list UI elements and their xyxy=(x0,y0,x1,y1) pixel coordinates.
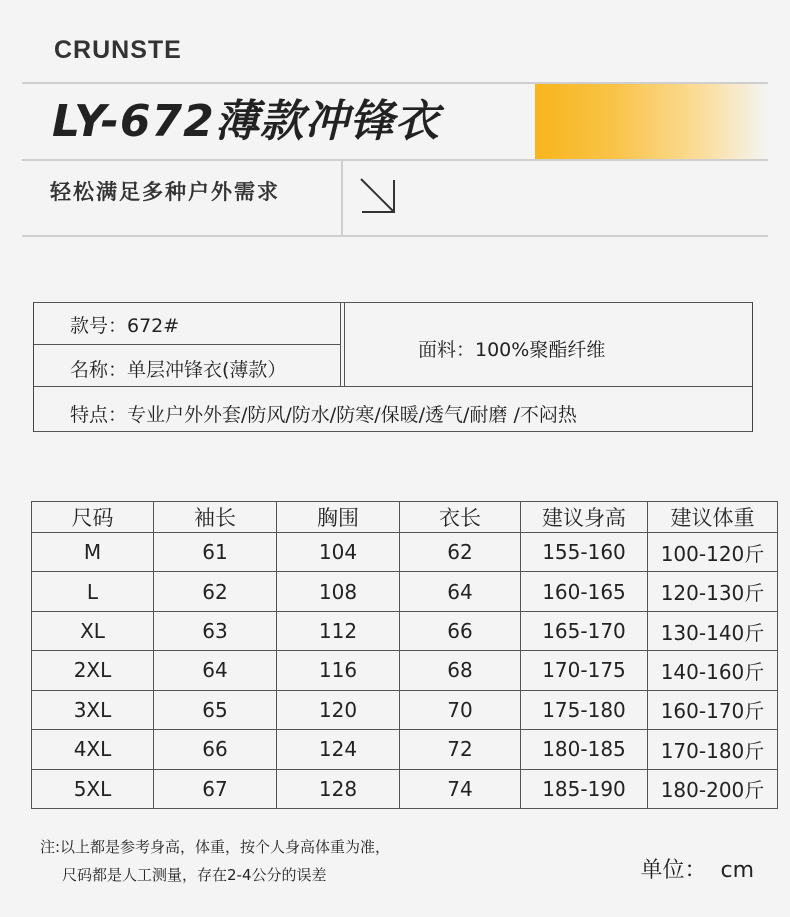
cell-length: 70 xyxy=(400,690,521,729)
cell-sleeve: 62 xyxy=(154,572,277,611)
cell-size: XL xyxy=(32,611,154,650)
header-weight: 建议体重 xyxy=(648,502,778,533)
cell-weight: 180-200斤 xyxy=(648,769,778,808)
cell-size: M xyxy=(32,533,154,572)
cell-sleeve: 67 xyxy=(154,769,277,808)
cell-height: 170-175 xyxy=(521,651,648,690)
title-accent-bar xyxy=(535,84,768,159)
cell-chest: 108 xyxy=(277,572,400,611)
cell-chest: 124 xyxy=(277,730,400,769)
cell-chest: 112 xyxy=(277,611,400,650)
fabric-info: 面料：100%聚酯纤维 xyxy=(418,339,606,361)
cell-chest: 128 xyxy=(277,769,400,808)
cell-weight: 100-120斤 xyxy=(648,533,778,572)
cell-weight: 170-180斤 xyxy=(648,730,778,769)
cell-size: 4XL xyxy=(32,730,154,769)
measurement-note-line2: 尺码都是人工测量，存在2-4公分的误差 xyxy=(62,866,327,884)
subtitle-divider xyxy=(341,161,343,235)
header-mid-rule xyxy=(22,159,768,161)
size-table-header-row xyxy=(32,502,778,533)
header-height: 建议身高 xyxy=(521,502,648,533)
table-row xyxy=(32,730,778,769)
table-row xyxy=(32,572,778,611)
cell-sleeve: 65 xyxy=(154,690,277,729)
cell-length: 72 xyxy=(400,730,521,769)
cell-sleeve: 66 xyxy=(154,730,277,769)
cell-height: 185-190 xyxy=(521,769,648,808)
cell-height: 180-185 xyxy=(521,730,648,769)
cell-length: 74 xyxy=(400,769,521,808)
table-row xyxy=(32,690,778,729)
cell-chest: 120 xyxy=(277,690,400,729)
model-number: 款号：672# xyxy=(70,315,180,337)
header-chest: 胸围 xyxy=(277,502,400,533)
cell-length: 64 xyxy=(400,572,521,611)
cell-height: 175-180 xyxy=(521,690,648,729)
cell-weight: 140-160斤 xyxy=(648,651,778,690)
product-title: LY-672薄款冲锋衣 xyxy=(52,96,440,147)
product-info-box xyxy=(33,302,753,432)
cell-weight: 160-170斤 xyxy=(648,690,778,729)
cell-size: 2XL xyxy=(32,651,154,690)
cell-length: 62 xyxy=(400,533,521,572)
header-length: 衣长 xyxy=(400,502,521,533)
size-table xyxy=(31,501,778,809)
cell-height: 155-160 xyxy=(521,533,648,572)
cell-length: 66 xyxy=(400,611,521,650)
cell-length: 68 xyxy=(400,651,521,690)
cell-weight: 120-130斤 xyxy=(648,572,778,611)
product-name: 名称：单层冲锋衣(薄款） xyxy=(70,359,287,381)
cell-sleeve: 64 xyxy=(154,651,277,690)
cell-height: 160-165 xyxy=(521,572,648,611)
features-info: 特点：专业户外外套/防风/防水/防寒/保暖/透气/耐磨 /不闷热 xyxy=(70,404,577,426)
cell-sleeve: 61 xyxy=(154,533,277,572)
cell-size: 3XL xyxy=(32,690,154,729)
cell-weight: 130-140斤 xyxy=(648,611,778,650)
table-row xyxy=(32,651,778,690)
measurement-note-line1: 注:以上都是参考身高，体重，按个人身高体重为准， xyxy=(40,838,391,856)
cell-chest: 116 xyxy=(277,651,400,690)
cell-sleeve: 63 xyxy=(154,611,277,650)
header-size: 尺码 xyxy=(32,502,154,533)
arrow-down-right-icon xyxy=(358,176,398,216)
brand-logo-text: CRUNSTE xyxy=(54,36,182,64)
table-row xyxy=(32,611,778,650)
unit-label: 单位： cm xyxy=(640,858,754,883)
product-subtitle: 轻松满足多种户外需求 xyxy=(50,180,280,204)
cell-size: L xyxy=(32,572,154,611)
table-row xyxy=(32,533,778,572)
table-row xyxy=(32,769,778,808)
header-bottom-rule xyxy=(22,235,768,237)
header-sleeve-length: 袖长 xyxy=(154,502,277,533)
cell-size: 5XL xyxy=(32,769,154,808)
cell-chest: 104 xyxy=(277,533,400,572)
cell-height: 165-170 xyxy=(521,611,648,650)
